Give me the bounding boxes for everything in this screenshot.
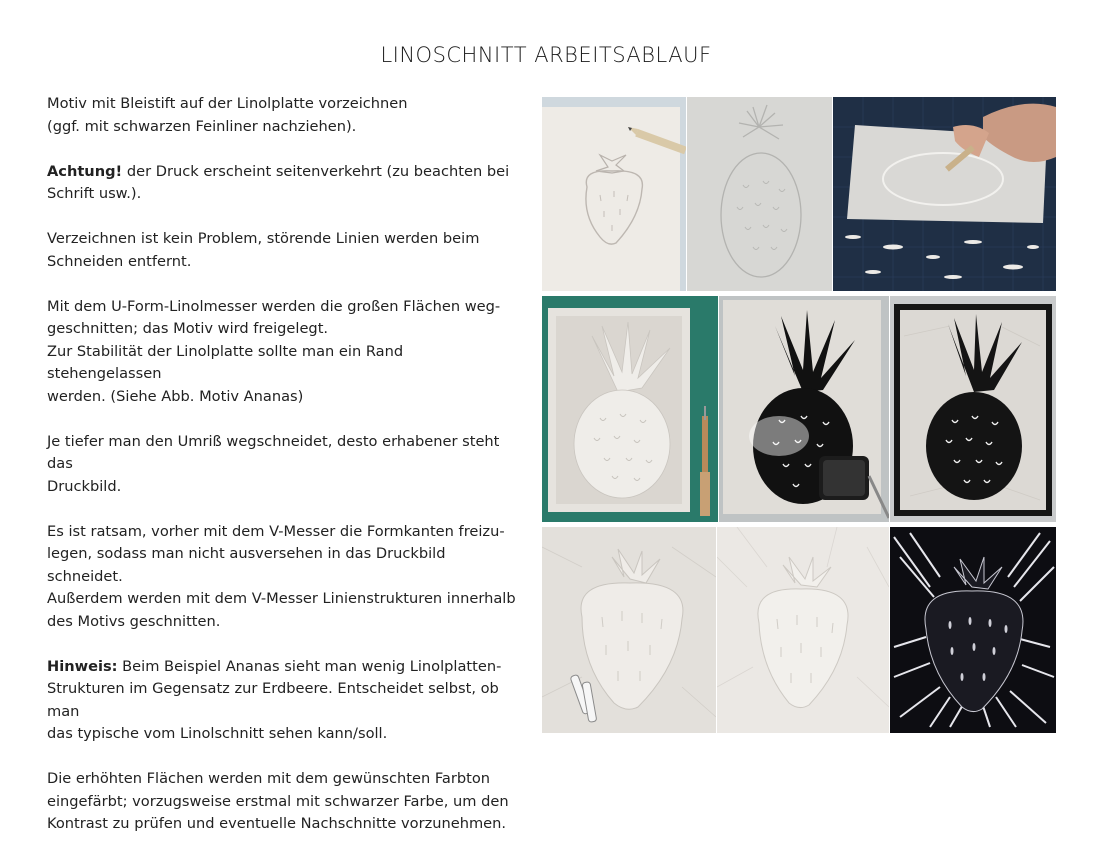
text-line: eingefärbt; vorzugsweise erstmal mit schwarzer Farbe, um den xyxy=(47,792,509,810)
text-line: werden. (Siehe Abb. Motiv Ananas) xyxy=(47,387,304,405)
photo-pineapple-sketch xyxy=(687,97,832,291)
text-line: geschnitten; das Motiv wird freigelegt. xyxy=(47,320,329,337)
text-line: Druckbild. xyxy=(47,477,122,495)
page-title: LINOSCHNITT ARBEITSABLAUF xyxy=(380,43,712,67)
photo-pineapple-cut xyxy=(542,296,718,522)
photo-pineapple-print xyxy=(890,296,1056,522)
photo-strawberry-inked xyxy=(890,527,1056,733)
photo-strawberry-sketch xyxy=(542,97,686,291)
text-line: Die erhöhten Flächen werden mit dem gewünschten Farbton xyxy=(47,770,490,787)
photo-strawberry-lino xyxy=(717,527,889,733)
hint-label: Hinweis: xyxy=(47,657,118,675)
paragraph-sketch xyxy=(47,93,522,138)
text-line: Motiv mit Bleistift auf der Linolplatte vorzeichnen xyxy=(47,95,408,112)
text-line: Mit dem U-Form-Linolmesser werden die großen Flächen weg- xyxy=(47,297,501,315)
text-line: legen, sodass man nicht ausversehen in das Druckbild schneidet. xyxy=(47,545,446,585)
paragraph-mistakes xyxy=(47,228,522,273)
text-line: Verzeichnen ist kein Problem, störende Linien werden beim xyxy=(47,230,480,247)
text-line: der Druck erscheint seitenverkehrt (zu beachten bei xyxy=(122,162,510,180)
text-line: Außerdem werden mit dem V-Messer Linienstrukturen innerhalb xyxy=(47,590,516,607)
paragraph-hint xyxy=(47,656,522,746)
text-line: Es ist ratsam, vorher mit dem V-Messer die Formkanten freizu- xyxy=(47,522,505,540)
paragraph-v-cutter xyxy=(47,521,522,634)
paragraph-u-cutter xyxy=(47,296,522,409)
photo-strawberry-cut-tool xyxy=(542,527,716,733)
instructions-text xyxy=(47,93,522,858)
warning-label: Achtung! xyxy=(47,162,123,180)
photo-grid xyxy=(542,97,1056,733)
paragraph-inking xyxy=(47,768,522,836)
text-line: Strukturen im Gegensatz zur Erdbeere. Entscheidet selbst, ob man xyxy=(47,680,499,720)
text-line: Schneiden entfernt. xyxy=(47,252,192,270)
text-line: Beim Beispiel Ananas sieht man wenig Linolplatten- xyxy=(117,657,502,675)
text-line: Kontrast zu prüfen und eventuelle Nachschnitte vorzunehmen. xyxy=(47,815,507,832)
photo-cutting-in-progress xyxy=(833,97,1056,291)
text-line: Schrift usw.). xyxy=(47,185,142,202)
paragraph-depth xyxy=(47,431,522,499)
text-line: Je tiefer man den Umriß wegschneidet, desto erhabener steht das xyxy=(47,432,500,472)
text-line: Zur Stabilität der Linolplatte sollte man ein Rand stehengelassen xyxy=(47,342,404,382)
photo-pineapple-inking xyxy=(719,296,889,522)
paragraph-warning xyxy=(47,161,522,206)
text-line: das typische vom Linolschnitt sehen kann/soll. xyxy=(47,725,388,742)
text-line: (ggf. mit schwarzen Feinliner nachziehen). xyxy=(47,117,357,135)
text-line: des Motivs geschnitten. xyxy=(47,612,221,630)
